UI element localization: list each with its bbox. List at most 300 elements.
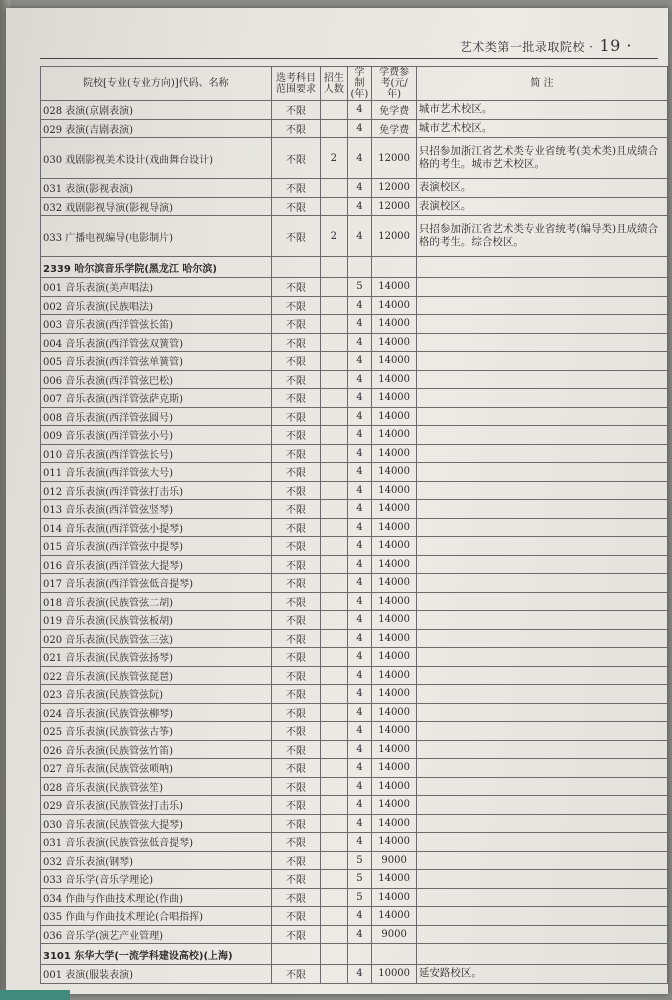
- cell-fee: 12000: [372, 138, 417, 179]
- cell-name: 011 音乐表演(西洋管弦大号): [41, 463, 272, 482]
- cell-years: 4: [347, 703, 372, 722]
- cell-fee: 14000: [372, 907, 417, 926]
- cell-fee: 14000: [372, 759, 417, 778]
- cell-fee: 14000: [372, 870, 417, 889]
- cell-fee: 14000: [372, 611, 417, 630]
- cell-name: 012 音乐表演(西洋管弦打击乐): [41, 481, 272, 500]
- cell-quota: [321, 296, 347, 315]
- cell-range: 不限: [271, 481, 320, 500]
- cell-note: 只招参加浙江省艺术类专业省统考(美术类)且成绩合格的考生。城市艺术校区。: [416, 138, 667, 179]
- cell-quota: [321, 179, 347, 198]
- table-row: [41, 333, 668, 352]
- table-row: [41, 407, 668, 426]
- cell-range: [271, 944, 320, 965]
- cell-years: 4: [347, 574, 372, 593]
- cell-note: [416, 685, 667, 704]
- cell-note: [416, 537, 667, 556]
- cell-range: 不限: [271, 833, 320, 852]
- cell-note: [416, 944, 667, 965]
- table-row: [41, 444, 668, 463]
- cell-years: 4: [347, 119, 372, 138]
- cell-fee: 免学费: [372, 101, 417, 120]
- cell-range: 不限: [271, 296, 320, 315]
- cell-fee: [372, 257, 417, 278]
- cell-years: 5: [347, 888, 372, 907]
- cell-range: 不限: [271, 907, 320, 926]
- cell-fee: 14000: [372, 574, 417, 593]
- cell-note: [416, 907, 667, 926]
- cell-years: 4: [347, 179, 372, 198]
- cell-quota: [321, 407, 347, 426]
- cell-fee: 14000: [372, 352, 417, 371]
- cell-note: 城市艺术校区。: [416, 119, 667, 138]
- cell-fee: 14000: [372, 481, 417, 500]
- cell-quota: [321, 389, 347, 408]
- cell-name: 007 音乐表演(西洋管弦萨克斯): [41, 389, 272, 408]
- cell-name: 016 音乐表演(西洋管弦大提琴): [41, 555, 272, 574]
- cell-range: 不限: [271, 555, 320, 574]
- cell-name: 025 音乐表演(民族管弦古筝): [41, 722, 272, 741]
- cell-range: 不限: [271, 851, 320, 870]
- col-header-fee: 学费参考(元/年): [372, 67, 417, 101]
- cell-fee: 14000: [372, 555, 417, 574]
- cell-range: 不限: [271, 333, 320, 352]
- table-row: [41, 629, 668, 648]
- cell-quota: [321, 555, 347, 574]
- cell-name: 028 音乐表演(民族管弦笙): [41, 777, 272, 796]
- cell-quota: [321, 796, 347, 815]
- table-row: [41, 389, 668, 408]
- cell-quota: [321, 197, 347, 216]
- cell-note: [416, 444, 667, 463]
- table-row: [41, 796, 668, 815]
- cell-years: 4: [347, 592, 372, 611]
- cell-note: [416, 407, 667, 426]
- cell-range: 不限: [271, 722, 320, 741]
- table-row: [41, 500, 668, 519]
- table-row: [41, 666, 668, 685]
- cell-name: 035 作曲与作曲技术理论(合唱指挥): [41, 907, 272, 926]
- cell-range: 不限: [271, 925, 320, 944]
- cell-range: 不限: [271, 370, 320, 389]
- table-row: [41, 426, 668, 445]
- col-header-note: 简 注: [416, 67, 667, 101]
- cell-fee: 9000: [372, 925, 417, 944]
- cell-quota: [321, 257, 347, 278]
- cell-quota: [321, 685, 347, 704]
- table-row: [41, 740, 668, 759]
- cell-quota: [321, 759, 347, 778]
- cell-range: 不限: [271, 278, 320, 297]
- cell-range: 不限: [271, 389, 320, 408]
- table-row: [41, 278, 668, 297]
- cell-fee: 免学费: [372, 119, 417, 138]
- cell-quota: [321, 629, 347, 648]
- cell-range: 不限: [271, 138, 320, 179]
- cell-years: 4: [347, 925, 372, 944]
- cell-note: [416, 333, 667, 352]
- table-row: [41, 216, 668, 257]
- table-row: [41, 685, 668, 704]
- table-body: [41, 101, 668, 984]
- cell-quota: [321, 444, 347, 463]
- col-header-years: 学制(年): [347, 67, 372, 101]
- cell-note: [416, 759, 667, 778]
- cell-note: [416, 666, 667, 685]
- cell-years: 4: [347, 138, 372, 179]
- table-row: [41, 296, 668, 315]
- cell-years: 4: [347, 648, 372, 667]
- cell-fee: 14000: [372, 426, 417, 445]
- cell-note: 延安路校区。: [416, 965, 667, 984]
- cell-name: 034 作曲与作曲技术理论(作曲): [41, 888, 272, 907]
- table-row: [41, 138, 668, 179]
- school-row: [41, 257, 668, 278]
- cell-note: [416, 518, 667, 537]
- cell-fee: 14000: [372, 703, 417, 722]
- cell-fee: 14000: [372, 518, 417, 537]
- cell-range: 不限: [271, 629, 320, 648]
- cell-years: 4: [347, 537, 372, 556]
- cell-quota: [321, 965, 347, 984]
- cell-quota: [321, 944, 347, 965]
- cell-name: 027 音乐表演(民族管弦唢呐): [41, 759, 272, 778]
- cell-quota: [321, 722, 347, 741]
- cell-note: 城市艺术校区。: [416, 101, 667, 120]
- book-page: [6, 8, 668, 994]
- cell-note: [416, 611, 667, 630]
- cell-quota: [321, 426, 347, 445]
- cell-name: 022 音乐表演(民族管弦琵琶): [41, 666, 272, 685]
- cell-range: 不限: [271, 500, 320, 519]
- cell-range: 不限: [271, 444, 320, 463]
- cell-years: 4: [347, 333, 372, 352]
- page-number: 19 ·: [599, 36, 632, 55]
- cell-range: 不限: [271, 965, 320, 984]
- cell-note: [416, 870, 667, 889]
- cell-years: 4: [347, 352, 372, 371]
- cell-fee: 14000: [372, 722, 417, 741]
- cell-fee: 12000: [372, 179, 417, 198]
- cell-note: [416, 851, 667, 870]
- cell-note: [416, 370, 667, 389]
- cell-range: 不限: [271, 119, 320, 138]
- cell-note: [416, 296, 667, 315]
- cell-note: [416, 833, 667, 852]
- table-row: [41, 722, 668, 741]
- cell-years: [347, 257, 372, 278]
- cell-note: [416, 777, 667, 796]
- cell-years: 4: [347, 296, 372, 315]
- cell-name: 030 戏剧影视美术设计(戏曲舞台设计): [41, 138, 272, 179]
- cell-fee: 14000: [372, 685, 417, 704]
- cell-name: 009 音乐表演(西洋管弦小号): [41, 426, 272, 445]
- cell-name: 006 音乐表演(西洋管弦巴松): [41, 370, 272, 389]
- cell-range: 不限: [271, 518, 320, 537]
- cell-note: [416, 463, 667, 482]
- cell-years: 4: [347, 518, 372, 537]
- cell-range: 不限: [271, 648, 320, 667]
- cell-name: 032 音乐表演(钢琴): [41, 851, 272, 870]
- cell-name: 029 音乐表演(民族管弦打击乐): [41, 796, 272, 815]
- cell-years: 4: [347, 814, 372, 833]
- cell-quota: [321, 870, 347, 889]
- cell-note: [416, 796, 667, 815]
- cell-fee: 14000: [372, 296, 417, 315]
- cell-name: 018 音乐表演(民族管弦二胡): [41, 592, 272, 611]
- col-header-name: 院校[专业(专业方向)]代码、名称: [41, 67, 272, 101]
- cell-note: [416, 925, 667, 944]
- cell-fee: 14000: [372, 740, 417, 759]
- cell-range: 不限: [271, 703, 320, 722]
- cell-fee: 14000: [372, 666, 417, 685]
- cell-quota: [321, 518, 347, 537]
- cell-note: [416, 257, 667, 278]
- cell-note: [416, 648, 667, 667]
- cell-fee: 14000: [372, 833, 417, 852]
- cell-name: 028 表演(京剧表演): [41, 101, 272, 120]
- table-row: [41, 777, 668, 796]
- cell-years: 4: [347, 197, 372, 216]
- admissions-table: [40, 66, 668, 984]
- cell-name: 3101 东华大学(一流学科建设高校)(上海): [41, 944, 272, 965]
- cell-note: [416, 574, 667, 593]
- cell-name: 031 音乐表演(民族管弦低音提琴): [41, 833, 272, 852]
- table-row: [41, 611, 668, 630]
- table-row: [41, 352, 668, 371]
- cell-name: 010 音乐表演(西洋管弦长号): [41, 444, 272, 463]
- cell-range: [271, 257, 320, 278]
- cell-quota: [321, 666, 347, 685]
- cell-name: 017 音乐表演(西洋管弦低音提琴): [41, 574, 272, 593]
- cell-years: 4: [347, 740, 372, 759]
- cell-name: 013 音乐表演(西洋管弦竖琴): [41, 500, 272, 519]
- cell-name: 003 音乐表演(西洋管弦长笛): [41, 315, 272, 334]
- cell-fee: [372, 944, 417, 965]
- cell-name: 030 音乐表演(民族管弦大提琴): [41, 814, 272, 833]
- cell-fee: 12000: [372, 197, 417, 216]
- cell-years: 4: [347, 407, 372, 426]
- cell-years: 4: [347, 777, 372, 796]
- cell-quota: [321, 370, 347, 389]
- cell-fee: 14000: [372, 463, 417, 482]
- cell-quota: [321, 833, 347, 852]
- col-header-quota: 招生人数: [321, 67, 347, 101]
- cell-years: 5: [347, 278, 372, 297]
- cell-fee: 14000: [372, 370, 417, 389]
- cell-years: 5: [347, 851, 372, 870]
- cell-name: 029 表演(吉剧表演): [41, 119, 272, 138]
- cell-quota: [321, 777, 347, 796]
- cell-name: 032 戏剧影视导演(影视导演): [41, 197, 272, 216]
- cell-note: [416, 888, 667, 907]
- table-row: [41, 592, 668, 611]
- cell-range: 不限: [271, 352, 320, 371]
- cell-years: 4: [347, 216, 372, 257]
- cell-name: 023 音乐表演(民族管弦阮): [41, 685, 272, 704]
- cell-years: 4: [347, 389, 372, 408]
- cell-quota: [321, 574, 347, 593]
- cell-fee: 14000: [372, 592, 417, 611]
- cell-years: 4: [347, 101, 372, 120]
- cell-range: 不限: [271, 740, 320, 759]
- table-row: [41, 965, 668, 984]
- cell-fee: 14000: [372, 315, 417, 334]
- table-row: [41, 703, 668, 722]
- cell-years: [347, 944, 372, 965]
- header-title: 艺术类第一批录取院校 ·: [459, 40, 594, 54]
- table-row: [41, 648, 668, 667]
- table-row: [41, 907, 668, 926]
- cell-range: 不限: [271, 537, 320, 556]
- cell-range: 不限: [271, 777, 320, 796]
- cell-range: 不限: [271, 870, 320, 889]
- cell-note: [416, 426, 667, 445]
- cell-years: 4: [347, 629, 372, 648]
- table-row: [41, 925, 668, 944]
- cell-name: 001 音乐表演(美声唱法): [41, 278, 272, 297]
- cell-range: 不限: [271, 463, 320, 482]
- cell-quota: [321, 315, 347, 334]
- cell-range: 不限: [271, 197, 320, 216]
- page-corner-tab: [0, 990, 70, 1000]
- table-row: [41, 888, 668, 907]
- table-row: [41, 119, 668, 138]
- cell-quota: [321, 500, 347, 519]
- cell-range: 不限: [271, 611, 320, 630]
- cell-years: 4: [347, 796, 372, 815]
- cell-years: 4: [347, 666, 372, 685]
- cell-quota: [321, 537, 347, 556]
- cell-quota: [321, 907, 347, 926]
- cell-years: 4: [347, 315, 372, 334]
- table-row: [41, 518, 668, 537]
- table-row: [41, 370, 668, 389]
- cell-quota: [321, 352, 347, 371]
- cell-range: 不限: [271, 888, 320, 907]
- cell-quota: [321, 481, 347, 500]
- table-row: [41, 537, 668, 556]
- cell-name: 020 音乐表演(民族管弦三弦): [41, 629, 272, 648]
- col-header-range: 选考科目范围要求: [271, 67, 320, 101]
- cell-range: 不限: [271, 592, 320, 611]
- cell-quota: [321, 888, 347, 907]
- cell-quota: [321, 740, 347, 759]
- cell-note: [416, 814, 667, 833]
- cell-range: 不限: [271, 426, 320, 445]
- cell-quota: [321, 278, 347, 297]
- cell-fee: 14000: [372, 796, 417, 815]
- cell-name: 001 表演(服装表演): [41, 965, 272, 984]
- cell-quota: [321, 592, 347, 611]
- cell-fee: 9000: [372, 851, 417, 870]
- cell-years: 4: [347, 426, 372, 445]
- cell-years: 4: [347, 965, 372, 984]
- cell-quota: [321, 463, 347, 482]
- cell-range: 不限: [271, 101, 320, 120]
- cell-fee: 14000: [372, 389, 417, 408]
- cell-name: 033 音乐学(音乐学理论): [41, 870, 272, 889]
- cell-years: 4: [347, 444, 372, 463]
- table-row: [41, 197, 668, 216]
- cell-fee: 14000: [372, 407, 417, 426]
- cell-fee: 14000: [372, 629, 417, 648]
- cell-range: 不限: [271, 315, 320, 334]
- cell-range: 不限: [271, 796, 320, 815]
- cell-note: [416, 278, 667, 297]
- cell-quota: [321, 851, 347, 870]
- table-row: [41, 814, 668, 833]
- cell-range: 不限: [271, 666, 320, 685]
- cell-name: 005 音乐表演(西洋管弦单簧管): [41, 352, 272, 371]
- cell-note: [416, 315, 667, 334]
- cell-fee: 14000: [372, 444, 417, 463]
- cell-name: 019 音乐表演(民族管弦板胡): [41, 611, 272, 630]
- cell-fee: 14000: [372, 648, 417, 667]
- cell-note: [416, 703, 667, 722]
- cell-note: [416, 555, 667, 574]
- cell-range: 不限: [271, 407, 320, 426]
- cell-quota: 2: [321, 138, 347, 179]
- cell-range: 不限: [271, 574, 320, 593]
- cell-fee: 14000: [372, 777, 417, 796]
- table-row: [41, 833, 668, 852]
- cell-name: 024 音乐表演(民族管弦柳琴): [41, 703, 272, 722]
- cell-quota: [321, 611, 347, 630]
- cell-note: [416, 389, 667, 408]
- cell-name: 036 音乐学(演艺产业管理): [41, 925, 272, 944]
- table-row: [41, 759, 668, 778]
- cell-fee: 14000: [372, 278, 417, 297]
- cell-fee: 14000: [372, 814, 417, 833]
- cell-years: 4: [347, 500, 372, 519]
- cell-years: 4: [347, 685, 372, 704]
- cell-name: 014 音乐表演(西洋管弦小提琴): [41, 518, 272, 537]
- cell-fee: 14000: [372, 333, 417, 352]
- cell-note: [416, 740, 667, 759]
- cell-quota: [321, 814, 347, 833]
- cell-name: 004 音乐表演(西洋管弦双簧管): [41, 333, 272, 352]
- table-row: [41, 851, 668, 870]
- cell-fee: 10000: [372, 965, 417, 984]
- cell-name: 008 音乐表演(西洋管弦圆号): [41, 407, 272, 426]
- cell-years: 4: [347, 481, 372, 500]
- cell-note: [416, 500, 667, 519]
- table-row: [41, 179, 668, 198]
- cell-note: [416, 592, 667, 611]
- cell-note: 表演校区。: [416, 197, 667, 216]
- cell-name: 015 音乐表演(西洋管弦中提琴): [41, 537, 272, 556]
- cell-name: 033 广播电视编导(电影制片): [41, 216, 272, 257]
- running-header: [460, 36, 632, 55]
- cell-quota: [321, 119, 347, 138]
- cell-range: 不限: [271, 685, 320, 704]
- cell-note: [416, 629, 667, 648]
- cell-quota: 2: [321, 216, 347, 257]
- cell-note: [416, 352, 667, 371]
- cell-fee: 12000: [372, 216, 417, 257]
- table-row: [41, 555, 668, 574]
- cell-years: 4: [347, 611, 372, 630]
- cell-years: 4: [347, 833, 372, 852]
- cell-years: 4: [347, 722, 372, 741]
- cell-years: 4: [347, 463, 372, 482]
- cell-years: 5: [347, 870, 372, 889]
- cell-note: [416, 722, 667, 741]
- cell-range: 不限: [271, 216, 320, 257]
- cell-quota: [321, 101, 347, 120]
- cell-name: 021 音乐表演(民族管弦扬琴): [41, 648, 272, 667]
